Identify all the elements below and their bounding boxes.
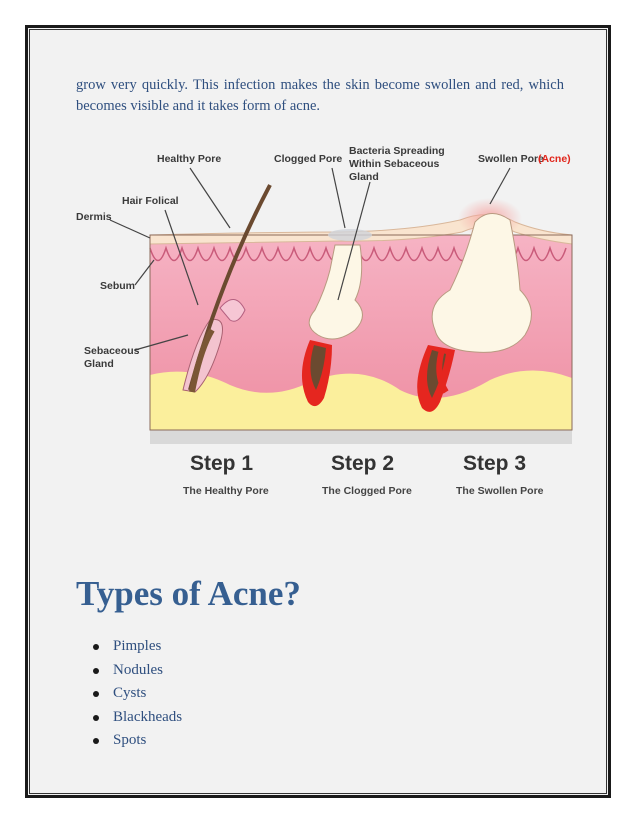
step-2-subtitle: The Clogged Pore xyxy=(322,485,412,497)
bullet-icon xyxy=(93,644,99,650)
label-bacteria-1: Bacteria Spreading xyxy=(349,145,445,157)
step-1-title: Step 1 xyxy=(190,452,254,475)
acne-types-list xyxy=(93,635,182,753)
step-1-subtitle: The Healthy Pore xyxy=(183,485,269,497)
label-hair-folical: Hair Folical xyxy=(122,195,179,207)
list-item xyxy=(93,706,182,730)
label-dermis: Dermis xyxy=(76,211,112,223)
list-item-text: Pimples xyxy=(113,638,162,654)
list-item-text: Cysts xyxy=(113,685,147,701)
label-acne: (Acne) xyxy=(538,153,571,165)
step-3-title: Step 3 xyxy=(463,452,527,475)
label-sebaceous-1: Sebaceous xyxy=(84,345,140,357)
step-3-subtitle: The Swollen Pore xyxy=(456,485,544,497)
bullet-icon xyxy=(93,715,99,721)
label-bacteria-3: Gland xyxy=(349,171,379,183)
bullet-icon xyxy=(93,668,99,674)
bullet-icon xyxy=(93,738,99,744)
list-item xyxy=(93,635,182,659)
list-item-text: Nodules xyxy=(113,661,163,678)
label-bacteria-2: Within Sebaceous xyxy=(349,158,440,170)
list-item xyxy=(93,729,182,753)
step-2-title: Step 2 xyxy=(331,452,395,475)
skin-base-shadow xyxy=(150,430,572,444)
fat-layer xyxy=(150,370,572,430)
label-swollen-pore: Swollen Pore xyxy=(478,153,544,165)
acne-formation-diagram xyxy=(70,140,590,510)
label-healthy-pore: Healthy Pore xyxy=(157,153,222,165)
list-item-text: Spots xyxy=(113,732,147,748)
list-item xyxy=(93,682,182,706)
list-item xyxy=(93,659,182,683)
label-sebaceous-2: Gland xyxy=(84,358,114,370)
bullet-icon xyxy=(93,691,99,697)
intro-paragraph: grow very quickly. This infection makes the skin become swollen and red, which becomes visible and it takes form of acne. xyxy=(76,77,564,114)
label-sebum: Sebum xyxy=(100,280,136,292)
list-item-text: Blackheads xyxy=(113,708,183,725)
section-heading: Types of Acne? xyxy=(76,574,301,613)
label-clogged-pore: Clogged Pore xyxy=(274,153,343,165)
